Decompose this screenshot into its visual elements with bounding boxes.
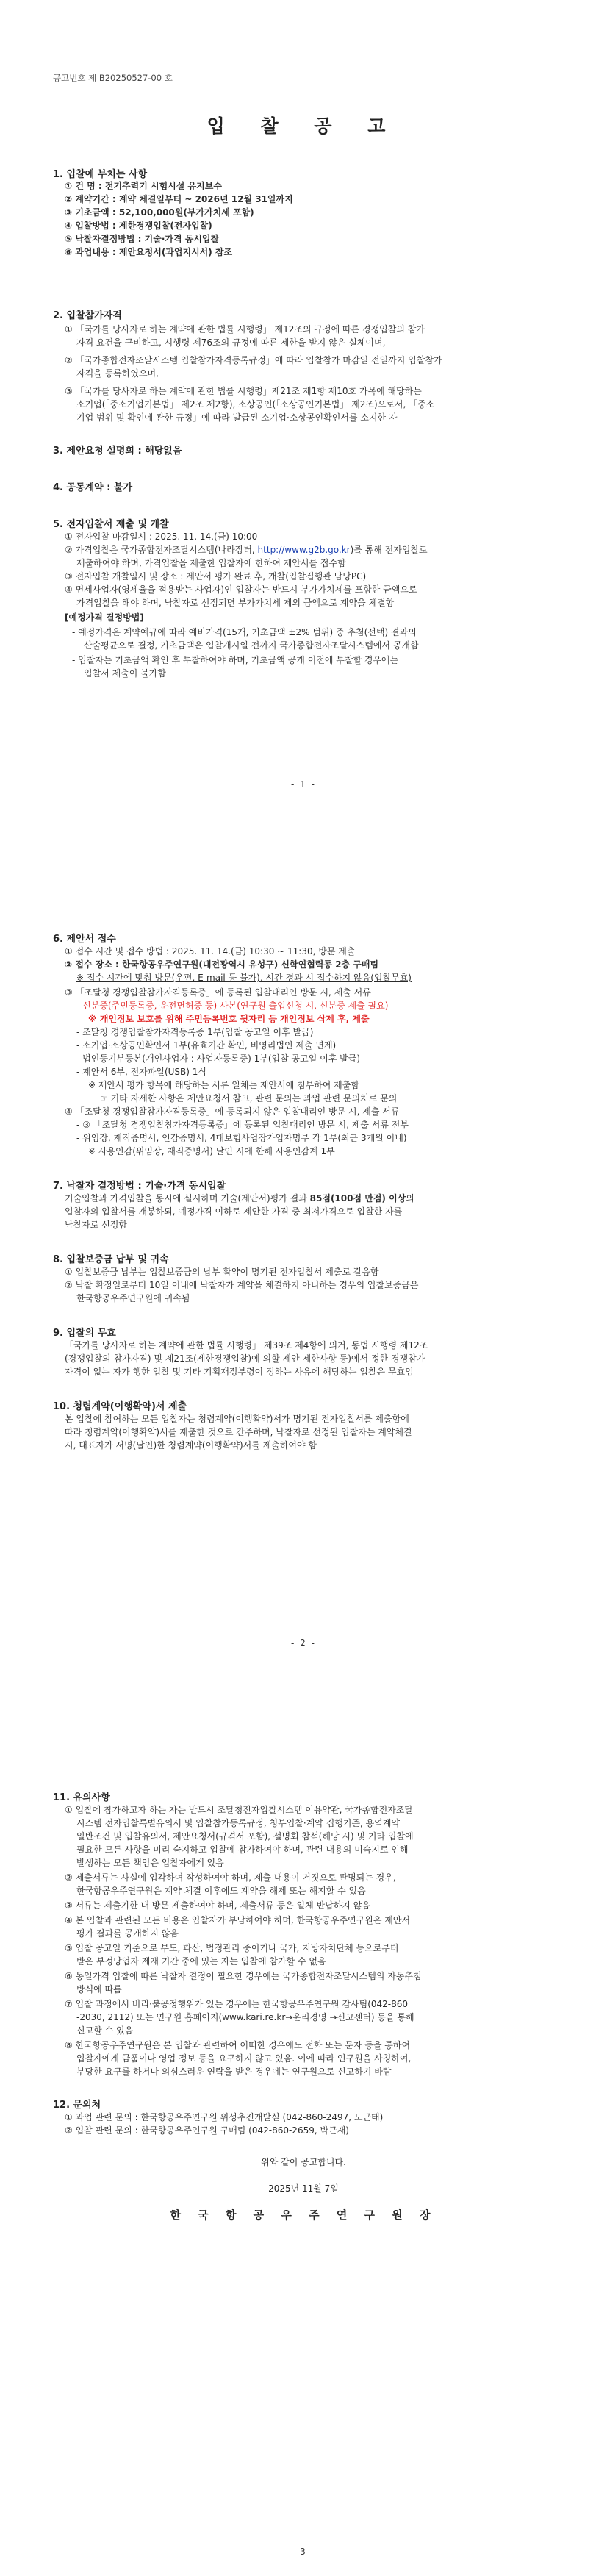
section-4-heading: 4. 공동계약 : 불가: [53, 482, 133, 493]
s7-line: [65, 1192, 414, 1204]
page-number: - 3 -: [291, 2547, 316, 2557]
s11-line: ⑥ 동일가격 입찰에 따른 낙찰자 결정이 필요한 경우에는 국가종합전자조달시스템의 자동추첨: [65, 1971, 422, 1981]
page-title: 입 찰 공 고: [206, 115, 401, 137]
s8-line: ① 입찰보증금 납부는 입찰보증금의 납부 확약이 명기된 전자입찰서 제출로 갈음함: [65, 1267, 379, 1277]
s5-line-text: ② 가격입찰은 국가종합전자조달시스템(나라장터,: [65, 545, 258, 555]
section-11-heading: 11. 유의사항: [53, 1792, 110, 1803]
s11-line: ④ 본 입찰과 관련된 모든 비용은 입찰자가 부담하여야 하며, 한국항공우주연구원은 제안서: [65, 1915, 411, 1925]
s11-line: 일반조건 및 입찰유의서, 제안요청서(규격서 포함), 설명회 참석(해당 시) 및 기타 입찰에: [76, 1831, 414, 1842]
s5-line: [65, 570, 366, 582]
s7-line-text: 기술입찰과 가격입찰을 동시에 실시하며 기술(제안서)평가 결과: [65, 1193, 310, 1203]
s9-line: (경쟁입찰의 참가자격) 및 제21조(제한경쟁입찰)에 의할 제안 제한사항 등)에서 정한 경쟁참가: [65, 1353, 425, 1364]
s1-item: ① 건 명 : 전기추력기 시험시설 유지보수: [65, 181, 222, 191]
section-6-heading: 6. 제안서 접수: [53, 934, 116, 945]
s5-subheading: [예정가격 결정방법]: [65, 612, 144, 623]
s5-line: 가격입찰을 해야 하며, 낙찰자로 선정되면 부가가치세 제외 금액으로 계약을 체결함: [76, 598, 395, 608]
s11-line: 방식에 따름: [76, 1984, 122, 1994]
s11-line: -2030, 2112) 또는 연구원 홈페이지(www.kari.re.kr→윤리경영 →신고센터) 등을 통해: [76, 2012, 414, 2022]
s11-line: ⑧ 한국항공우주연구원은 본 입찰과 관련하여 어떠한 경우에도 전화 또는 문자 등을 통하여: [65, 2040, 411, 2050]
s11-line: 한국항공우주연구원은 계약 체결 이후에도 계약을 해제 또는 해지할 수 있음: [76, 1886, 366, 1896]
section-1-heading: 1. 입찰에 부치는 사항: [53, 169, 148, 180]
s11-line: ① 입찰에 참가하고자 하는 자는 반드시 조달청전자입찰시스템 이용약관, 국가종합전자조달: [65, 1805, 413, 1815]
s6-line: - ③ 「조달청 경쟁입찰참가자격등록증」에 등록된 입찰대리인 방문 시, 제출 서류 전부: [76, 1120, 409, 1130]
s2-line: ② 「국가종합전자조달시스템 입찰참가자격등록규정」에 따라 입찰참가 마감일 전일까지 입찰참가: [65, 355, 442, 365]
s11-line: 평가 결과를 공개하지 않음: [76, 1928, 179, 1939]
closing-statement: 위와 같이 공고합니다.: [261, 2157, 346, 2167]
s10-line: 따라 청렴계약(이행확약)서를 제출한 것으로 간주하며, 낙찰자로 선정된 입찰자는 계약체결: [65, 1427, 412, 1437]
page-2: [0, 859, 607, 1717]
s1-item: ④ 입찰방법 : 제한경쟁입찰(전자입찰): [65, 221, 212, 231]
s6-note: ※ 제안서 평가 항목에 해당하는 서류 일체는 제안서에 첨부하여 제출함: [88, 1080, 359, 1090]
page-1: [0, 0, 607, 859]
s8-line: 한국항공우주연구원에 귀속됨: [76, 1293, 190, 1303]
s10-line: 본 입찰에 참여하는 모든 입찰자는 청렴계약(이행확약)서가 명기된 전자입찰서를 제출함에: [65, 1414, 409, 1424]
s1-item: ③ 기초금액 : 52,100,000원(부가가치세 포함): [65, 207, 254, 218]
s6-line: ③ 「조달청 경쟁입찰참가자격등록증」에 등록된 입찰대리인 방문 시, 제출 서류: [65, 987, 371, 998]
s8-line: ② 낙찰 확정일로부터 10일 이내에 낙찰자가 계약을 체결하지 아니하는 경우의 입찰보증금은: [65, 1280, 419, 1290]
s6-line-red: - 신분증(주민등록증, 운전면허증 등) 사본(연구원 출입신청 시, 신분증 제출 필요): [76, 1001, 389, 1011]
s6-line: - 제안서 6부, 전자파일(USB) 1식: [76, 1067, 206, 1077]
s6-line: - 법인등기부등본(개인사업자 : 사업자등록증) 1부(입찰 공고일 이후 발급): [76, 1053, 361, 1064]
s11-line: 받은 부정당업자 제재 기간 중에 있는 자는 입찰에 참가할 수 없음: [76, 1956, 326, 1967]
s7-line: 낙찰자로 선정함: [65, 1220, 127, 1230]
s6-line: ② 접수 장소 : 한국항공우주연구원(대전광역시 유성구) 신학연협력동 2층 구매팀: [65, 959, 379, 970]
s1-item: ⑥ 과업내용 : 제안요청서(과업지시서) 참조: [65, 247, 233, 257]
s9-line: 「국가를 당사자로 하는 계약에 관한 법률 시행령」 제39조 제4항에 의거, 동법 시행령 제12조: [65, 1340, 428, 1350]
s2-line: 소기업(「중소기업기본법」 제2조 제2항), 소상공인(「소상공인기본법」 제2조)으로서, 「중소: [76, 399, 435, 409]
s11-line: 입찰자에게 금품이나 영업 정보 등을 요구하지 않고 있음. 이에 따라 연구원을 사칭하여,: [76, 2053, 412, 2064]
s6-note-red: ※ 개인정보 보호를 위해 주민등록번호 뒷자리 등 개인정보 삭제 후, 제출: [88, 1014, 370, 1024]
s2-line: 기업 범위 및 확인에 관한 규정」에 따라 발급된 소기업·소상공인확인서를 소지한 자: [76, 412, 398, 423]
s1-item: ⑤ 낙찰자결정방법 : 기술·가격 동시입찰: [65, 234, 220, 244]
notice-number: 공고번호 제 B20250527-00 호: [53, 73, 173, 83]
s6-note: ※ 접수 시간에 맞춰 방문(우편, E-mail 등 불가), 시간 경과 시 접수하지 않음(입찰무효): [76, 973, 412, 983]
s5-line: 입찰서 제출이 불가함: [84, 668, 166, 679]
s11-line: 시스템 전자입찰특별유의서 및 입찰참가등록규정, 청부입찰·계약 집행기준, 용역계약: [76, 1818, 401, 1828]
s11-line: 필요한 모든 사항을 미리 숙지하고 입찰에 참가하여야 하며, 관련 내용의 미숙지로 인해: [76, 1845, 409, 1855]
s11-line: 신고할 수 있음: [76, 2025, 134, 2036]
s11-line: ⑤ 입찰 공고일 기준으로 부도, 파산, 법정관리 중이거나 국가, 지방자치단체 등으로부터: [65, 1943, 399, 1953]
s5-line: - 입찰자는 기초금액 확인 후 투찰하여야 하며, 기초금액 공개 이전에 투찰할 경우에는: [72, 655, 399, 665]
s5-line: ① 전자입찰 마감일시 : 2025. 11. 14.(금) 10:00: [65, 532, 258, 542]
contact-task: ① 과업 관련 문의 : 한국항공우주연구원 위성추진개발실 (042-860-2497, 도근태): [65, 2112, 384, 2122]
s6-note: ☞ 기타 자세한 사항은 제안요청서 참고, 관련 문의는 과업 관련 문의처로 문의: [100, 1093, 398, 1103]
s5-line: ④ 면세사업자(영세율을 적용받는 사업자)인 입찰자는 반드시 부가가치세를 포함한 금액으로: [65, 584, 417, 595]
s2-line: ③ 「국가를 당사자로 하는 계약에 관한 법률 시행령」제21조 제1항 제10호 가목에 해당하는: [65, 386, 422, 396]
section-3-heading: 3. 제안요청 설명회 : 해당없음: [53, 446, 182, 457]
s6-line: - 조달청 경쟁입찰참가자격등록증 1부(입찰 공고일 이후 발급): [76, 1027, 314, 1037]
s5-line: - 예정가격은 계약예규에 따라 예비가격(15개, 기초금액 ±2% 범위) 중 추첨(선택) 결과의: [72, 627, 417, 637]
page-number: - 1 -: [291, 779, 316, 790]
section-5-heading: 5. 전자입찰서 제출 및 개찰: [53, 519, 169, 530]
s5-line: 제출하여야 하며, 가격입찰을 제출한 입찰자에 한하여 제안서를 접수함: [76, 558, 346, 568]
s5-line: 산술평균으로 결정, 기초금액은 입찰개시일 전까지 국가종합전자조달시스템에서 공개함: [84, 640, 419, 651]
section-2-heading: 2. 입찰참가자격: [53, 310, 122, 321]
s1-item: ② 계약기간 : 계약 체결일부터 ~ 2026년 12월 31일까지: [65, 194, 293, 204]
issuer-name: 한 국 항 공 우 주 연 구 원 장: [170, 2208, 437, 2222]
contact-bid: ② 입찰 관련 문의 : 한국항공우주연구원 구매팀 (042-860-2659, 박근재): [65, 2125, 349, 2136]
section-8-heading: 8. 입찰보증금 납부 및 귀속: [53, 1254, 169, 1265]
s2-line: 자격 요건을 구비하고, 시행령 제76조의 규정에 따른 제한을 받지 않은 실체이며,: [76, 337, 386, 348]
s7-line: 입찰자의 입찰서를 개봉하되, 예정가격 이하로 제안한 가격 중 최저가격으로 입찰한 자를: [65, 1206, 403, 1217]
section-12-heading: 12. 문의처: [53, 2100, 101, 2111]
s2-line: 자격을 등록하였으며,: [76, 368, 159, 379]
s6-line: ④ 「조달청 경쟁입찰참가자격등록증」에 등록되지 않은 입찰대리인 방문 시, 제출 서류: [65, 1106, 400, 1117]
s11-line: 발생하는 모든 책임은 입찰자에게 있음: [76, 1858, 224, 1868]
s7-line-text: 의: [406, 1193, 414, 1203]
s11-line: ② 제출서류는 사실에 입각하여 작성하여야 하며, 제출 내용이 거짓으로 판명되는 경우,: [65, 1872, 396, 1883]
s5-line: [65, 544, 428, 556]
s7-threshold: 85점(100점 만점) 이상: [309, 1193, 406, 1203]
s5-line-text: )를 통해 전자입찰로: [350, 545, 428, 555]
page-number: - 2 -: [291, 1638, 316, 1648]
s5-line-text: ③ 전자입찰 개찰일시 및 장소 : 제안서 평가 완료 후, 개찰(입찰집행관 담당PC): [65, 571, 367, 582]
s6-line: ① 접수 시간 및 접수 방법 : 2025. 11. 14.(금) 10:30 ~ 11:30, 방문 제출: [65, 946, 356, 956]
s2-line: ① 「국가를 당사자로 하는 계약에 관한 법률 시행령」 제12조의 규정에 따른 경쟁입찰의 참가: [65, 324, 425, 334]
s6-note: ※ 사용인감(위임장, 재직증명서) 날인 시에 한해 사용인감계 1부: [88, 1146, 335, 1156]
section-7-heading: 7. 낙찰자 결정방법 : 기술·가격 동시입찰: [53, 1181, 226, 1192]
notice-date: 2025년 11월 7일: [268, 2183, 339, 2194]
s6-line: - 소기업·소상공인확인서 1부(유효기간 확인, 비영리법인 제출 면제): [76, 1040, 337, 1051]
g2b-link[interactable]: http://www.g2b.go.kr: [257, 545, 351, 555]
section-9-heading: 9. 입찰의 무효: [53, 1328, 116, 1339]
s9-line: 자격이 없는 자가 행한 입찰 및 기타 기획재정부령이 정하는 사유에 해당하는 입찰은 무효임: [65, 1367, 414, 1377]
s11-line: 부당한 요구를 하거나 의심스러운 연락을 받은 경우에는 연구원으로 신고하기 바람: [76, 2067, 392, 2077]
s6-line: - 위임장, 재직증명서, 인감증명서, 4대보험사업장가입자명부 각 1부(최근 3개월 이내): [76, 1133, 407, 1143]
s10-line: 시, 대표자가 서명(날인)한 청렴계약(이행확약)서를 제출하여야 함: [65, 1440, 317, 1450]
page-3: [0, 1717, 607, 2576]
section-10-heading: 10. 청렴계약(이행확약)서 제출: [53, 1401, 187, 1412]
s11-line: ③ 서류는 제출기한 내 방문 제출하여야 하며, 제출서류 등은 일체 반납하지 않음: [65, 1900, 370, 1911]
s11-line: ⑦ 입찰 과정에서 비리·불공정행위가 있는 경우에는 한국항공우주연구원 감사팀(042-860: [65, 1999, 409, 2009]
